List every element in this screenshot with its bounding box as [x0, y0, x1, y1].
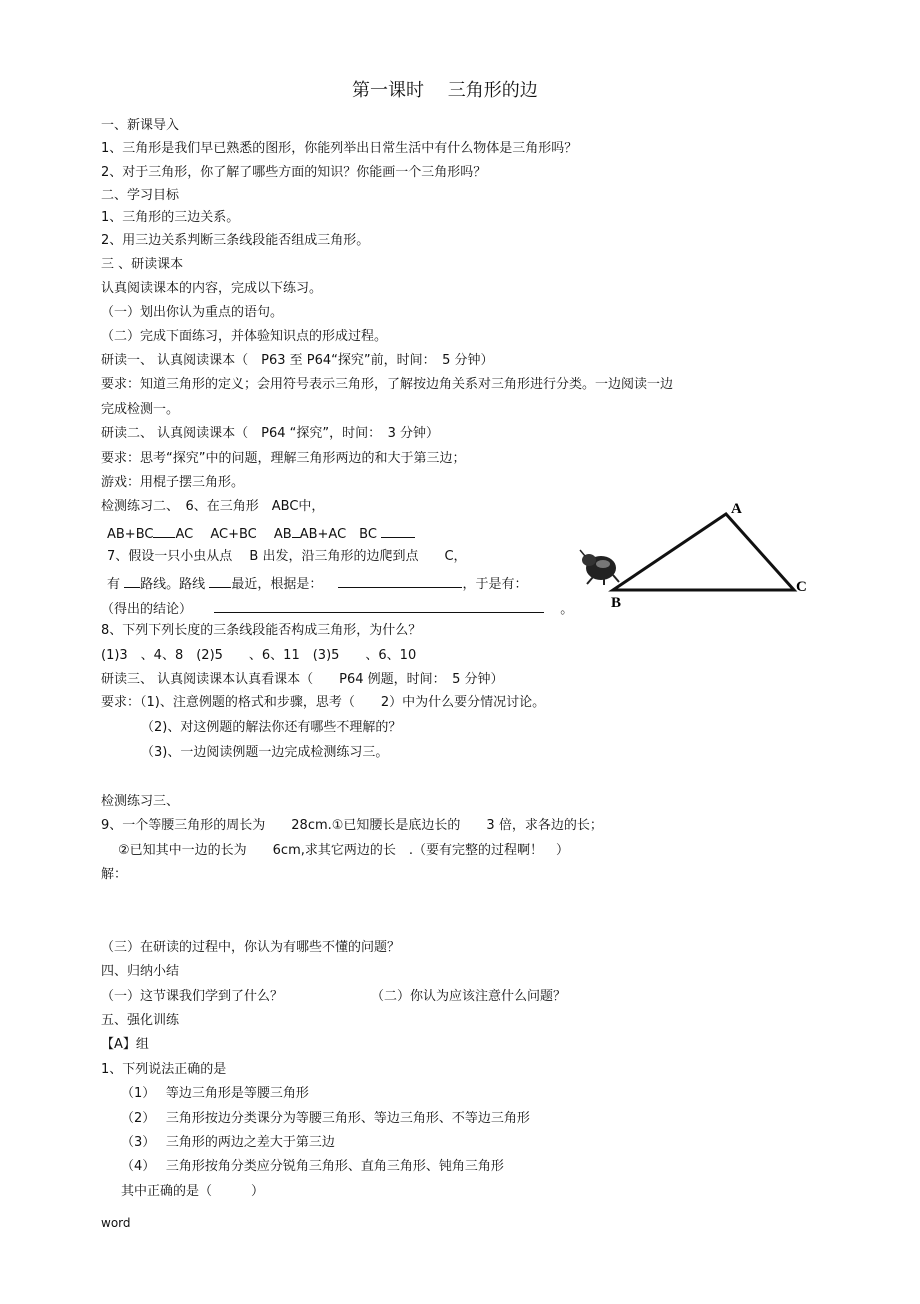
vertex-label-a: A	[731, 501, 742, 517]
text-line: （一）这节课我们学到了什么？	[101, 989, 284, 1004]
text-line: 1、下列说法正确的是	[101, 1062, 227, 1077]
section-heading: 三 、研读课本	[101, 257, 184, 272]
text-line: 2、用三边关系判断三条线段能否组成三角形。	[101, 233, 370, 248]
q7-text-d: ，于是有：	[462, 577, 528, 592]
triangle-abc	[613, 514, 794, 590]
text-line: 9、一个等腰三角形的周长为 28cm.①已知腰长是底边长的 3 倍，求各边的长；	[101, 818, 603, 833]
text-line: 要求：知道三角形的定义；会用符号表示三角形，了解按边角关系对三角形进行分类。一边阅读一边	[101, 377, 674, 392]
text-line: （一）划出你认为重点的语句。	[101, 305, 284, 320]
question-7-line	[107, 573, 527, 594]
text-line: 8、下列下列长度的三条线段能否构成三角形，为什么？	[101, 623, 422, 638]
exercise-6-line	[107, 523, 415, 544]
q7-text-e: （得出的结论）	[101, 602, 193, 617]
text-line: 研读二、 认真阅读课本（ P64 “探究”，时间： 3 分钟）	[101, 426, 440, 441]
text-line: 研读一、 认真阅读课本（ P63 至 P64“探究”前，时间： 5 分钟）	[101, 353, 494, 368]
answer-blank	[338, 573, 462, 588]
text-line: 其中正确的是（ ）	[121, 1184, 265, 1199]
text-line: 检测练习二、 6、在三角形 ABC中，	[101, 499, 325, 514]
text-line: （1） 等边三角形是等腰三角形	[121, 1086, 309, 1101]
text-line: （3)、一边阅读例题一边完成检测练习三。	[141, 745, 389, 760]
text-line: 7、假设一只小虫从点 B 出发，沿三角形的边爬到点 C，	[107, 549, 467, 564]
text-line: 要求：（1)、注意例题的格式和步骤，思考（ 2）中为什么要分情况讨论。	[101, 695, 546, 710]
text-line: ②已知其中一边的长为 6cm,求其它两边的长 .（要有完整的过程啊！ ）	[118, 843, 570, 858]
answer-blank	[153, 523, 175, 538]
text-line: 认真阅读课本的内容，完成以下练习。	[101, 281, 323, 296]
answer-blank	[381, 523, 415, 538]
text-line: 要求：思考“探究”中的问题，理解三角形两边的和大于第三边；	[101, 451, 466, 466]
triangle-figure	[578, 500, 818, 610]
page-footer: word	[101, 1216, 131, 1230]
text-line: 完成检测一。	[101, 402, 180, 417]
section-heading: 二、学习目标	[101, 188, 180, 203]
answer-blank	[209, 573, 231, 588]
ex6-expr-1: AB+BC	[107, 527, 154, 542]
answer-blank	[292, 523, 300, 538]
ex6-expr-2: AC AC+BC AB	[175, 527, 292, 542]
q7-text-f: 。	[560, 602, 574, 617]
text-line: 检测练习三、	[101, 794, 180, 809]
answer-blank	[214, 598, 544, 613]
section-heading: 五、强化训练	[101, 1013, 180, 1028]
ex6-expr-3: AB+AC BC	[299, 527, 377, 542]
q7-text-a: 有	[107, 577, 121, 592]
text-line: (1)3 、4、8 (2)5 、6、11 (3)5 、6、10	[101, 648, 417, 663]
section-heading: 一、新课导入	[101, 118, 180, 133]
text-line: 2、对于三角形，你了解了哪些方面的知识？你能画一个三角形吗？	[101, 165, 487, 180]
q7-text-c: 最近，根据是：	[231, 577, 323, 592]
text-line: （2)、对这例题的解法你还有哪些不理解的？	[141, 720, 402, 735]
text-line: （二）你认为应该注意什么问题？	[371, 989, 567, 1004]
q7-text-b: 路线。路线	[140, 577, 206, 592]
text-line: （二）完成下面练习，并体验知识点的形成过程。	[101, 329, 388, 344]
text-line: （4） 三角形按角分类应分锐角三角形、直角三角形、钝角三角形	[121, 1159, 504, 1174]
question-7-conclusion	[101, 598, 573, 619]
text-line: 研读三、 认真阅读课本认真看课本（ P64 例题，时间： 5 分钟）	[101, 672, 504, 687]
text-line: 【A】组	[101, 1037, 149, 1052]
text-line: 1、三角形是我们早已熟悉的图形，你能列举出日常生活中有什么物体是三角形吗？	[101, 141, 578, 156]
text-line: （三）在研读的过程中，你认为有哪些不懂的问题？	[101, 940, 401, 955]
text-line: 解：	[101, 867, 128, 882]
answer-blank	[124, 573, 140, 588]
text-line: 游戏：用棍子摆三角形。	[101, 475, 245, 490]
section-heading: 四、归纳小结	[101, 964, 180, 979]
text-line: 1、三角形的三边关系。	[101, 210, 240, 225]
vertex-label-c: C	[796, 579, 807, 595]
page-title: 第一课时 三角形的边	[352, 80, 538, 101]
text-line: （2） 三角形按边分类课分为等腰三角形、等边三角形、不等边三角形	[121, 1111, 530, 1126]
vertex-label-b: B	[611, 595, 622, 610]
text-line: （3） 三角形的两边之差大于第三边	[121, 1135, 335, 1150]
